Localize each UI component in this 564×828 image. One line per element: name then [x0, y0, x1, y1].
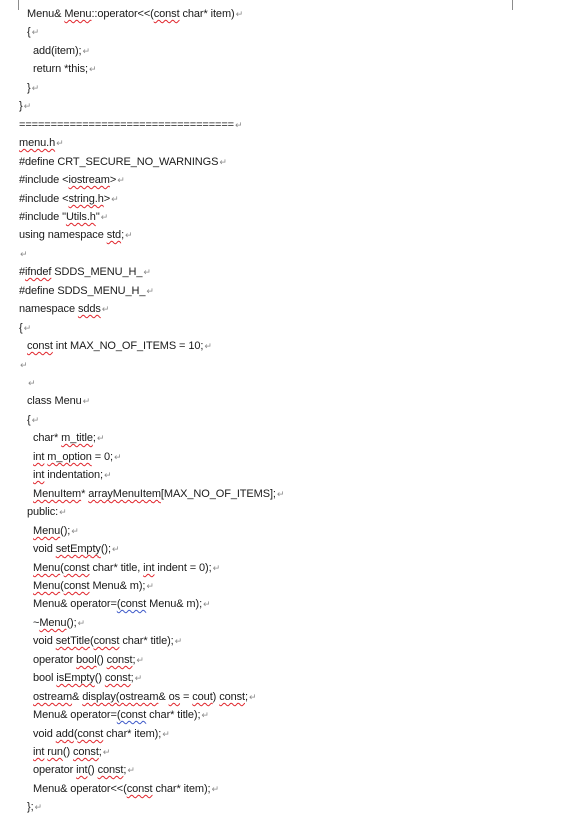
paragraph-mark-icon: ↵ [211, 784, 219, 794]
code-text: ; [98, 746, 102, 758]
code-line [19, 172, 125, 188]
code-line [27, 24, 39, 40]
paragraph-mark-icon: ↵ [204, 341, 212, 351]
spellcheck-flagged-word: (const [116, 709, 147, 721]
code-text: ; [123, 764, 127, 776]
spellcheck-flagged-word: ostream [33, 691, 73, 703]
spellcheck-flagged-word: std [106, 229, 122, 241]
spellcheck-flagged-word: const [97, 764, 124, 776]
code-line [33, 596, 210, 612]
code-text: Menu& m); [89, 580, 146, 592]
spellcheck-flagged-word: Menu [33, 525, 61, 537]
code-text: ; [132, 654, 136, 666]
paragraph-mark-icon: ↵ [201, 710, 209, 720]
paragraph-mark-icon: ↵ [88, 64, 97, 74]
paragraph-mark-icon: ↵ [117, 175, 125, 185]
code-line [33, 707, 209, 723]
code-text: (); [66, 617, 77, 629]
code-text: = 0; [91, 451, 113, 463]
spellcheck-flagged-word: int [33, 469, 45, 481]
code-line [27, 412, 39, 428]
code-text: #include < [19, 174, 69, 186]
code-text: void [33, 543, 56, 555]
paragraph-mark-icon: ↵ [82, 46, 90, 56]
paragraph-mark-icon: ↵ [143, 267, 151, 277]
code-text: Menu& m); [146, 598, 203, 610]
code-text: char* title); [119, 635, 174, 647]
code-text: ; [245, 691, 248, 703]
spellcheck-flagged-word: Utils.h [65, 211, 96, 223]
paragraph-mark-icon: ↵ [146, 286, 154, 296]
spellcheck-flagged-word: const [126, 783, 153, 795]
code-text: { [27, 26, 31, 38]
code-text: void [33, 728, 56, 740]
spellcheck-flagged-word: MenuItem [33, 488, 82, 500]
spellcheck-flagged-word: os [168, 691, 181, 703]
paragraph-mark-icon: ↵ [71, 526, 79, 536]
code-text: ; [92, 432, 96, 444]
spellcheck-flagged-word: m_title [61, 432, 93, 444]
paragraph-mark-icon: ↵ [102, 747, 111, 757]
spellcheck-flagged-word: cout [192, 691, 213, 703]
spellcheck-flagged-word: const [104, 672, 131, 684]
paragraph-mark-icon: ↵ [56, 138, 64, 148]
code-text: > [109, 174, 117, 186]
spellcheck-flagged-word: Menu [33, 580, 61, 592]
spellcheck-flagged-word: int [33, 746, 45, 758]
spellcheck-flagged-word: Menu [64, 8, 92, 20]
spellcheck-flagged-word: const [27, 340, 53, 352]
code-text: (); [100, 543, 111, 555]
code-line [19, 209, 108, 225]
code-text: { [19, 322, 23, 334]
code-text: & [72, 691, 83, 703]
spellcheck-flagged-word: run [47, 746, 63, 758]
spellcheck-flagged-word: sdds [77, 303, 101, 315]
paragraph-mark-icon: ↵ [111, 544, 120, 554]
code-text: #define SDDS_MENU_H_ [19, 285, 146, 297]
spellcheck-flagged-word: ifndef [25, 266, 52, 278]
code-text: Menu& operator= [33, 709, 117, 721]
paragraph-mark-icon: ↵ [20, 249, 28, 259]
paragraph-mark-icon: ↵ [212, 563, 221, 573]
paragraph-mark-icon: ↵ [111, 194, 119, 204]
spellcheck-flagged-word: isEmpty [56, 672, 95, 684]
code-text: * [81, 488, 89, 500]
code-text: #include < [19, 193, 69, 205]
paragraph-mark-icon: ↵ [23, 101, 32, 111]
spellcheck-flagged-word: setTitle [55, 635, 90, 647]
code-text: SDDS_MENU_H_ [51, 266, 143, 278]
spellcheck-flagged-word: int [33, 451, 45, 463]
code-text: char* item) [179, 8, 235, 20]
code-text: int MAX_NO_OF_ITEMS = 10; [52, 340, 204, 352]
code-text: ; [130, 672, 134, 684]
code-text: indent = 0); [154, 562, 212, 574]
code-line [33, 541, 119, 557]
spellcheck-flagged-word: const [63, 580, 90, 592]
code-line [33, 781, 219, 797]
code-line [33, 560, 220, 576]
code-line [27, 6, 243, 22]
spellcheck-flagged-word: const [93, 635, 120, 647]
code-text: operator [33, 654, 77, 666]
paragraph-mark-icon: ↵ [127, 765, 135, 775]
page-corner-mark-right [512, 0, 513, 10]
code-line [27, 393, 90, 409]
code-text: ~ [33, 617, 40, 629]
code-text: }; [27, 801, 34, 813]
spellcheck-flagged-word: const [219, 691, 245, 703]
code-line [19, 117, 242, 133]
paragraph-mark-icon: ↵ [20, 360, 28, 370]
paragraph-mark-icon: ↵ [101, 304, 110, 314]
code-text: = [180, 691, 193, 703]
code-text: } [27, 82, 31, 94]
code-text: > [103, 193, 111, 205]
paragraph-mark-icon: ↵ [77, 618, 85, 628]
code-text: void [33, 635, 56, 647]
code-text: ( [60, 562, 64, 574]
code-line [27, 504, 67, 520]
paragraph-mark-icon: ↵ [28, 378, 36, 388]
code-line [33, 43, 90, 59]
spellcheck-flagged-word: setEmpty [55, 543, 101, 555]
code-text: () [94, 672, 105, 684]
code-line [19, 154, 227, 170]
spellcheck-flagged-word: (const [116, 598, 147, 610]
code-text: () [62, 746, 73, 758]
code-text: ( [73, 728, 78, 740]
code-line [19, 301, 109, 317]
code-line [19, 246, 27, 262]
code-line [27, 80, 39, 96]
code-line [33, 762, 135, 778]
code-text: namespace [19, 303, 78, 315]
code-line [33, 670, 142, 686]
spellcheck-flagged-word: Menu [33, 562, 61, 574]
code-line [27, 375, 35, 391]
spellcheck-flagged-word: int [143, 562, 155, 574]
code-line [19, 227, 132, 243]
code-line [33, 633, 182, 649]
spellcheck-flagged-word: menu.h [19, 137, 56, 149]
code-text: " [95, 211, 100, 223]
paragraph-mark-icon: ↵ [174, 636, 183, 646]
code-text: () [87, 764, 98, 776]
spellcheck-flagged-word: const [153, 8, 180, 20]
code-text: char* item); [103, 728, 162, 740]
code-line [33, 578, 154, 594]
code-line [19, 320, 31, 336]
code-text: public: [27, 506, 59, 518]
paragraph-mark-icon: ↵ [235, 9, 244, 19]
code-line [33, 615, 85, 631]
spellcheck-flagged-word: iostream [68, 174, 110, 186]
code-text: char* [33, 432, 62, 444]
code-text: Menu& operator= [33, 598, 117, 610]
paragraph-mark-icon: ↵ [31, 27, 40, 37]
paragraph-mark-icon: ↵ [96, 433, 105, 443]
paragraph-mark-icon: ↵ [103, 470, 112, 480]
paragraph-mark-icon: ↵ [136, 655, 144, 665]
code-text: () [96, 654, 107, 666]
spellcheck-flagged-word: const [63, 562, 90, 574]
code-line [19, 135, 64, 151]
code-line [33, 689, 256, 705]
code-text: & [158, 691, 169, 703]
paragraph-mark-icon: ↵ [23, 323, 32, 333]
code-line [33, 449, 121, 465]
code-text: { [27, 414, 31, 426]
code-line [33, 744, 110, 760]
paragraph-mark-icon: ↵ [125, 230, 133, 240]
paragraph-mark-icon: ↵ [219, 157, 227, 167]
code-line [33, 523, 79, 539]
code-text: char* item); [152, 783, 211, 795]
code-text: indentation; [44, 469, 103, 481]
spellcheck-flagged-word: const [73, 746, 99, 758]
paragraph-mark-icon: ↵ [100, 212, 109, 222]
code-text: } [19, 100, 23, 112]
spellcheck-flagged-word: const [77, 728, 104, 740]
paragraph-mark-icon: ↵ [146, 581, 154, 591]
spellcheck-flagged-word: Menu [39, 617, 67, 629]
spellcheck-flagged-word: add [55, 728, 74, 740]
code-line [19, 191, 119, 207]
paragraph-mark-icon: ↵ [31, 415, 40, 425]
spellcheck-flagged-word: m_option [47, 451, 92, 463]
code-text: add(item); [33, 45, 82, 57]
paragraph-mark-icon: ↵ [82, 396, 91, 406]
spellcheck-flagged-word: int [76, 764, 88, 776]
paragraph-mark-icon: ↵ [276, 489, 285, 499]
paragraph-mark-icon: ↵ [235, 120, 243, 130]
spellcheck-flagged-word: string.h [68, 193, 104, 205]
spellcheck-flagged-word: arrayMenuItem [88, 488, 161, 500]
code-text: #define CRT_SECURE_NO_WARNINGS [19, 156, 219, 168]
paragraph-mark-icon: ↵ [59, 507, 67, 517]
code-text: char* title, [89, 562, 144, 574]
paragraph-mark-icon: ↵ [134, 673, 143, 683]
spellcheck-flagged-word: display(ostream [82, 691, 159, 703]
paragraph-mark-icon: ↵ [34, 802, 42, 812]
code-line [33, 467, 111, 483]
page-corner-mark-left [18, 0, 19, 10]
code-text: Menu& [27, 8, 65, 20]
code-text: ; [121, 229, 125, 241]
code-text: operator [33, 764, 77, 776]
code-text: [MAX_NO_OF_ITEMS]; [160, 488, 276, 500]
code-text: Menu& operator<<( [33, 783, 127, 795]
code-text: ( [60, 580, 64, 592]
paragraph-mark-icon: ↵ [162, 729, 170, 739]
code-text: ::operator<<( [91, 8, 154, 20]
code-text: ) [212, 691, 220, 703]
code-text: using namespace [19, 229, 107, 241]
code-line [33, 486, 284, 502]
code-text: (); [60, 525, 71, 537]
code-text: ================================== [19, 119, 235, 131]
code-line [33, 652, 144, 668]
spellcheck-flagged-word: bool [76, 654, 97, 666]
spellcheck-flagged-word: const [106, 654, 133, 666]
paragraph-mark-icon: ↵ [248, 692, 257, 702]
code-line [33, 430, 104, 446]
paragraph-mark-icon: ↵ [203, 599, 211, 609]
code-line [33, 61, 96, 77]
code-text: # [19, 266, 26, 278]
code-text: char* title); [146, 709, 201, 721]
code-text: #include " [19, 211, 66, 223]
code-text: class Menu [27, 395, 82, 407]
paragraph-mark-icon: ↵ [31, 83, 40, 93]
code-line [19, 98, 31, 114]
code-line [27, 799, 42, 815]
code-line [19, 283, 154, 299]
code-line [27, 338, 212, 354]
code-line [19, 357, 27, 373]
code-text: return *this; [33, 63, 88, 75]
code-line [33, 726, 170, 742]
code-line [19, 264, 151, 280]
paragraph-mark-icon: ↵ [113, 452, 122, 462]
code-text: ( [90, 635, 94, 647]
code-text: bool [33, 672, 57, 684]
